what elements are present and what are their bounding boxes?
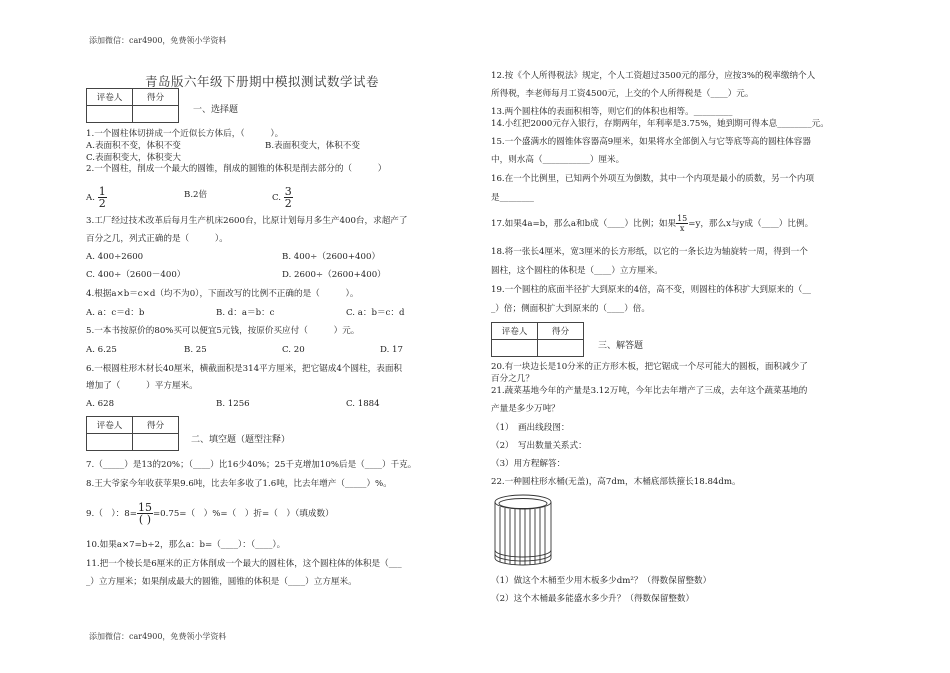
q17-prefix: 17.如果4a=b，那么a和b成（____）比例；如果 <box>491 219 677 229</box>
question-9 <box>86 502 334 525</box>
question-8: 8.王大爷家今年收获苹果9.6吨，比去年多收了1.6吨，比去年增产（_____）%。 <box>86 479 392 489</box>
q3-option-d: D. 2600÷（2600+400） <box>282 270 386 280</box>
fraction-numerator: 1 <box>98 185 106 198</box>
score-table-header-reviewer: 评卷人 <box>87 89 133 106</box>
q5-option-a: A. 6.25 <box>86 345 117 355</box>
footer-note: 添加微信：car4900，免费领小学资料 <box>89 632 227 641</box>
q5-option-d: D. 17 <box>380 345 403 355</box>
question-19-line-1: 19.一个圆柱的底面半径扩大到原来的4倍，高不变，则圆柱的体积扩大到原来的（__ <box>491 285 811 295</box>
question-6-line-2: 增加了（ ）平方厘米。 <box>86 381 198 391</box>
q2-option-a-label: A. <box>86 193 95 203</box>
question-12-line-1: 12.按《个人所得税法》规定，个人工资超过3500元的部分，应按3%的税率缴纳个人 <box>491 71 816 81</box>
score-table-header-reviewer: 评卷人 <box>87 417 133 434</box>
question-6-line-1: 6.一根圆柱形木材长40厘米，横截面积是314平方厘米，把它锯成4个圆柱，表面积 <box>86 364 403 374</box>
score-table-cell[interactable] <box>87 434 133 451</box>
question-15-line-1: 15.一个盛满水的圆锥体容器高9厘米，如果将水全部倒入与它等底等高的圆柱体容器 <box>491 137 811 147</box>
question-14: 14.小红把2000元存入银行，存期两年，年利率是3.75%，她到期可得本息________元。 <box>491 119 829 129</box>
q2-option-c-label: C. <box>272 193 282 203</box>
fraction-denominator: ( ) <box>138 513 151 526</box>
fraction-numerator: 15 <box>677 214 688 223</box>
question-20-line-2: 百分之几？ <box>491 374 534 384</box>
q1-option-a: A.表面积不变，体积不变 <box>86 141 181 151</box>
q21-step-3: （3）用方程解答： <box>491 459 566 469</box>
score-table-header-score: 得分 <box>133 417 179 434</box>
question-5: 5.一本书按原价的80%买可以便宜5元钱，按原价买应付（ ）元。 <box>86 326 360 336</box>
question-16-line-1: 16.在一个比例里，已知两个外项互为倒数，其中一个内项是最小的质数，另一个内项 <box>491 174 815 184</box>
wooden-bucket-illustration <box>490 492 560 570</box>
question-4: 4.根据a×b＝c×d（均不为0），下面改写的比例不正确的是（ ）。 <box>86 289 359 299</box>
q6-option-c: C. 1884 <box>346 399 380 409</box>
q17-suffix: =y，那么x与y成（____）比例。 <box>688 219 814 229</box>
question-18-line-1: 18.将一张长4厘米，宽3厘米的长方形纸，以它的一条长边为轴旋转一周，得到一个 <box>491 247 808 257</box>
q3-option-c: C. 400÷（2600－400） <box>86 270 186 280</box>
question-21-line-2: 产量是多少万吨？ <box>491 404 560 414</box>
q21-step-2: （2） 写出数量关系式： <box>491 441 587 451</box>
section-2-heading: 二、填空题（题型注释） <box>191 435 291 445</box>
question-7: 7.（_____）是13的20%；（____）比16少40%；25千克增加10%后是（____）千克。 <box>86 460 417 470</box>
q2-option-c-fraction <box>284 186 293 209</box>
q4-option-a: A. a：c＝d：b <box>86 308 145 318</box>
score-table-cell[interactable] <box>133 434 179 451</box>
page-title: 青岛版六年级下册期中模拟测试数学试卷 <box>145 74 380 89</box>
q9-suffix: =0.75=（ ）%=（ ）折=（ ）（填成数） <box>152 509 334 519</box>
section-3-heading: 三、解答题 <box>598 341 644 351</box>
question-3-line-2: 百分之几，列式正确的是（ ）。 <box>86 234 228 244</box>
q2-option-a <box>86 186 107 209</box>
question-2: 2.一个圆柱，削成一个最大的圆锥，削成的圆锥的体积是削去部分的（ ） <box>86 164 387 174</box>
score-table-cell[interactable] <box>538 340 584 357</box>
q6-option-b: B. 1256 <box>216 399 250 409</box>
q4-option-b: B. d：a＝b：c <box>216 308 275 318</box>
q5-option-b: B. 25 <box>184 345 207 355</box>
score-table-cell[interactable] <box>133 106 179 123</box>
q17-fraction <box>676 214 688 233</box>
q21-step-1: （1） 画出线段图： <box>491 423 570 433</box>
question-3-line-1: 3.工厂经过技术改革后每月生产机床2600台，比原计划每月多生产400台，求超产了 <box>86 216 408 226</box>
question-20-line-1: 20.有一块边长是10分米的正方形木板，把它锯成一个尽可能大的圆板，面积减少了 <box>491 362 808 372</box>
question-16-line-2: 是________ <box>491 193 534 203</box>
question-11-line-2: _）立方厘米；如果削成最大的圆锥，圆锥的体积是（____）立方厘米。 <box>86 577 357 587</box>
q1-option-c: C.表面积变大，体积变大 <box>86 153 181 163</box>
score-table-cell[interactable] <box>492 340 538 357</box>
question-19-line-2: _）倍；侧面积扩大到原来的（____）倍。 <box>491 304 650 314</box>
score-table-cell[interactable] <box>87 106 133 123</box>
q3-option-b: B. 400÷（2600+400） <box>282 252 381 262</box>
section-1-heading: 一、选择题 <box>193 105 239 115</box>
score-table-header-score: 得分 <box>538 323 584 340</box>
question-21-line-1: 21.蔬菜基地今年的产量是3.12万吨，今年比去年增产了三成，去年这个蔬菜基地的 <box>491 386 808 396</box>
question-15-line-2: 中，则水高（___________）厘米。 <box>491 155 625 165</box>
q1-option-b: B.表面积变大，体积不变 <box>265 141 360 151</box>
question-17 <box>491 214 813 233</box>
fraction-numerator: 15 <box>137 501 152 514</box>
score-table-1 <box>86 88 179 123</box>
q2-option-a-fraction <box>98 186 107 209</box>
question-10: 10.如果a×7=b÷2，那么a：b=（____）：（____）。 <box>86 540 286 550</box>
question-13: 13.两个圆柱体的表面积相等，则它们的体积也相等。_________ <box>491 107 733 117</box>
q3-option-a: A. 400÷2600 <box>86 252 144 262</box>
fraction-denominator: 2 <box>98 197 106 210</box>
question-12-line-2: 所得税，李老师每月工资4500元，上交的个人所得税是（____）元。 <box>491 89 754 99</box>
question-11-line-1: 11.把一个棱长是6厘米的正方体削成一个最大的圆柱体，这个圆柱体的体积是（___ <box>86 559 402 569</box>
fraction-numerator: 3 <box>284 185 292 198</box>
q9-fraction <box>137 502 153 525</box>
score-table-header-reviewer: 评卷人 <box>492 323 538 340</box>
q22-part-1: （1）做这个木桶至少用木板多少dm²？（得数保留整数） <box>491 576 712 586</box>
q2-option-c <box>272 186 293 209</box>
q2-option-b: B.2倍 <box>184 190 208 200</box>
score-table-header-score: 得分 <box>133 89 179 106</box>
question-22: 22.一种圆柱形水桶(无盖)，高7dm，木桶底部铁箍长18.84dm。 <box>491 477 741 487</box>
header-note: 添加微信：car4900，免费领小学资料 <box>89 36 227 45</box>
q6-option-a: A. 628 <box>86 399 115 409</box>
question-18-line-2: 圆柱，这个圆柱的体积是（____）立方厘米。 <box>491 266 663 276</box>
q5-option-c: C. 20 <box>282 345 305 355</box>
q22-part-2: （2）这个木桶最多能盛水多少升？（得数保留整数） <box>491 594 695 604</box>
fraction-denominator: x <box>679 224 685 233</box>
score-table-2 <box>86 416 179 451</box>
question-1: 1.一个圆柱体切拼成一个近似长方体后，（ ）。 <box>86 129 284 139</box>
score-table-3 <box>491 322 584 357</box>
q9-prefix: 9.（ ）：8= <box>86 509 137 519</box>
q4-option-c: C. a：b＝c：d <box>346 308 405 318</box>
fraction-denominator: 2 <box>284 197 292 210</box>
